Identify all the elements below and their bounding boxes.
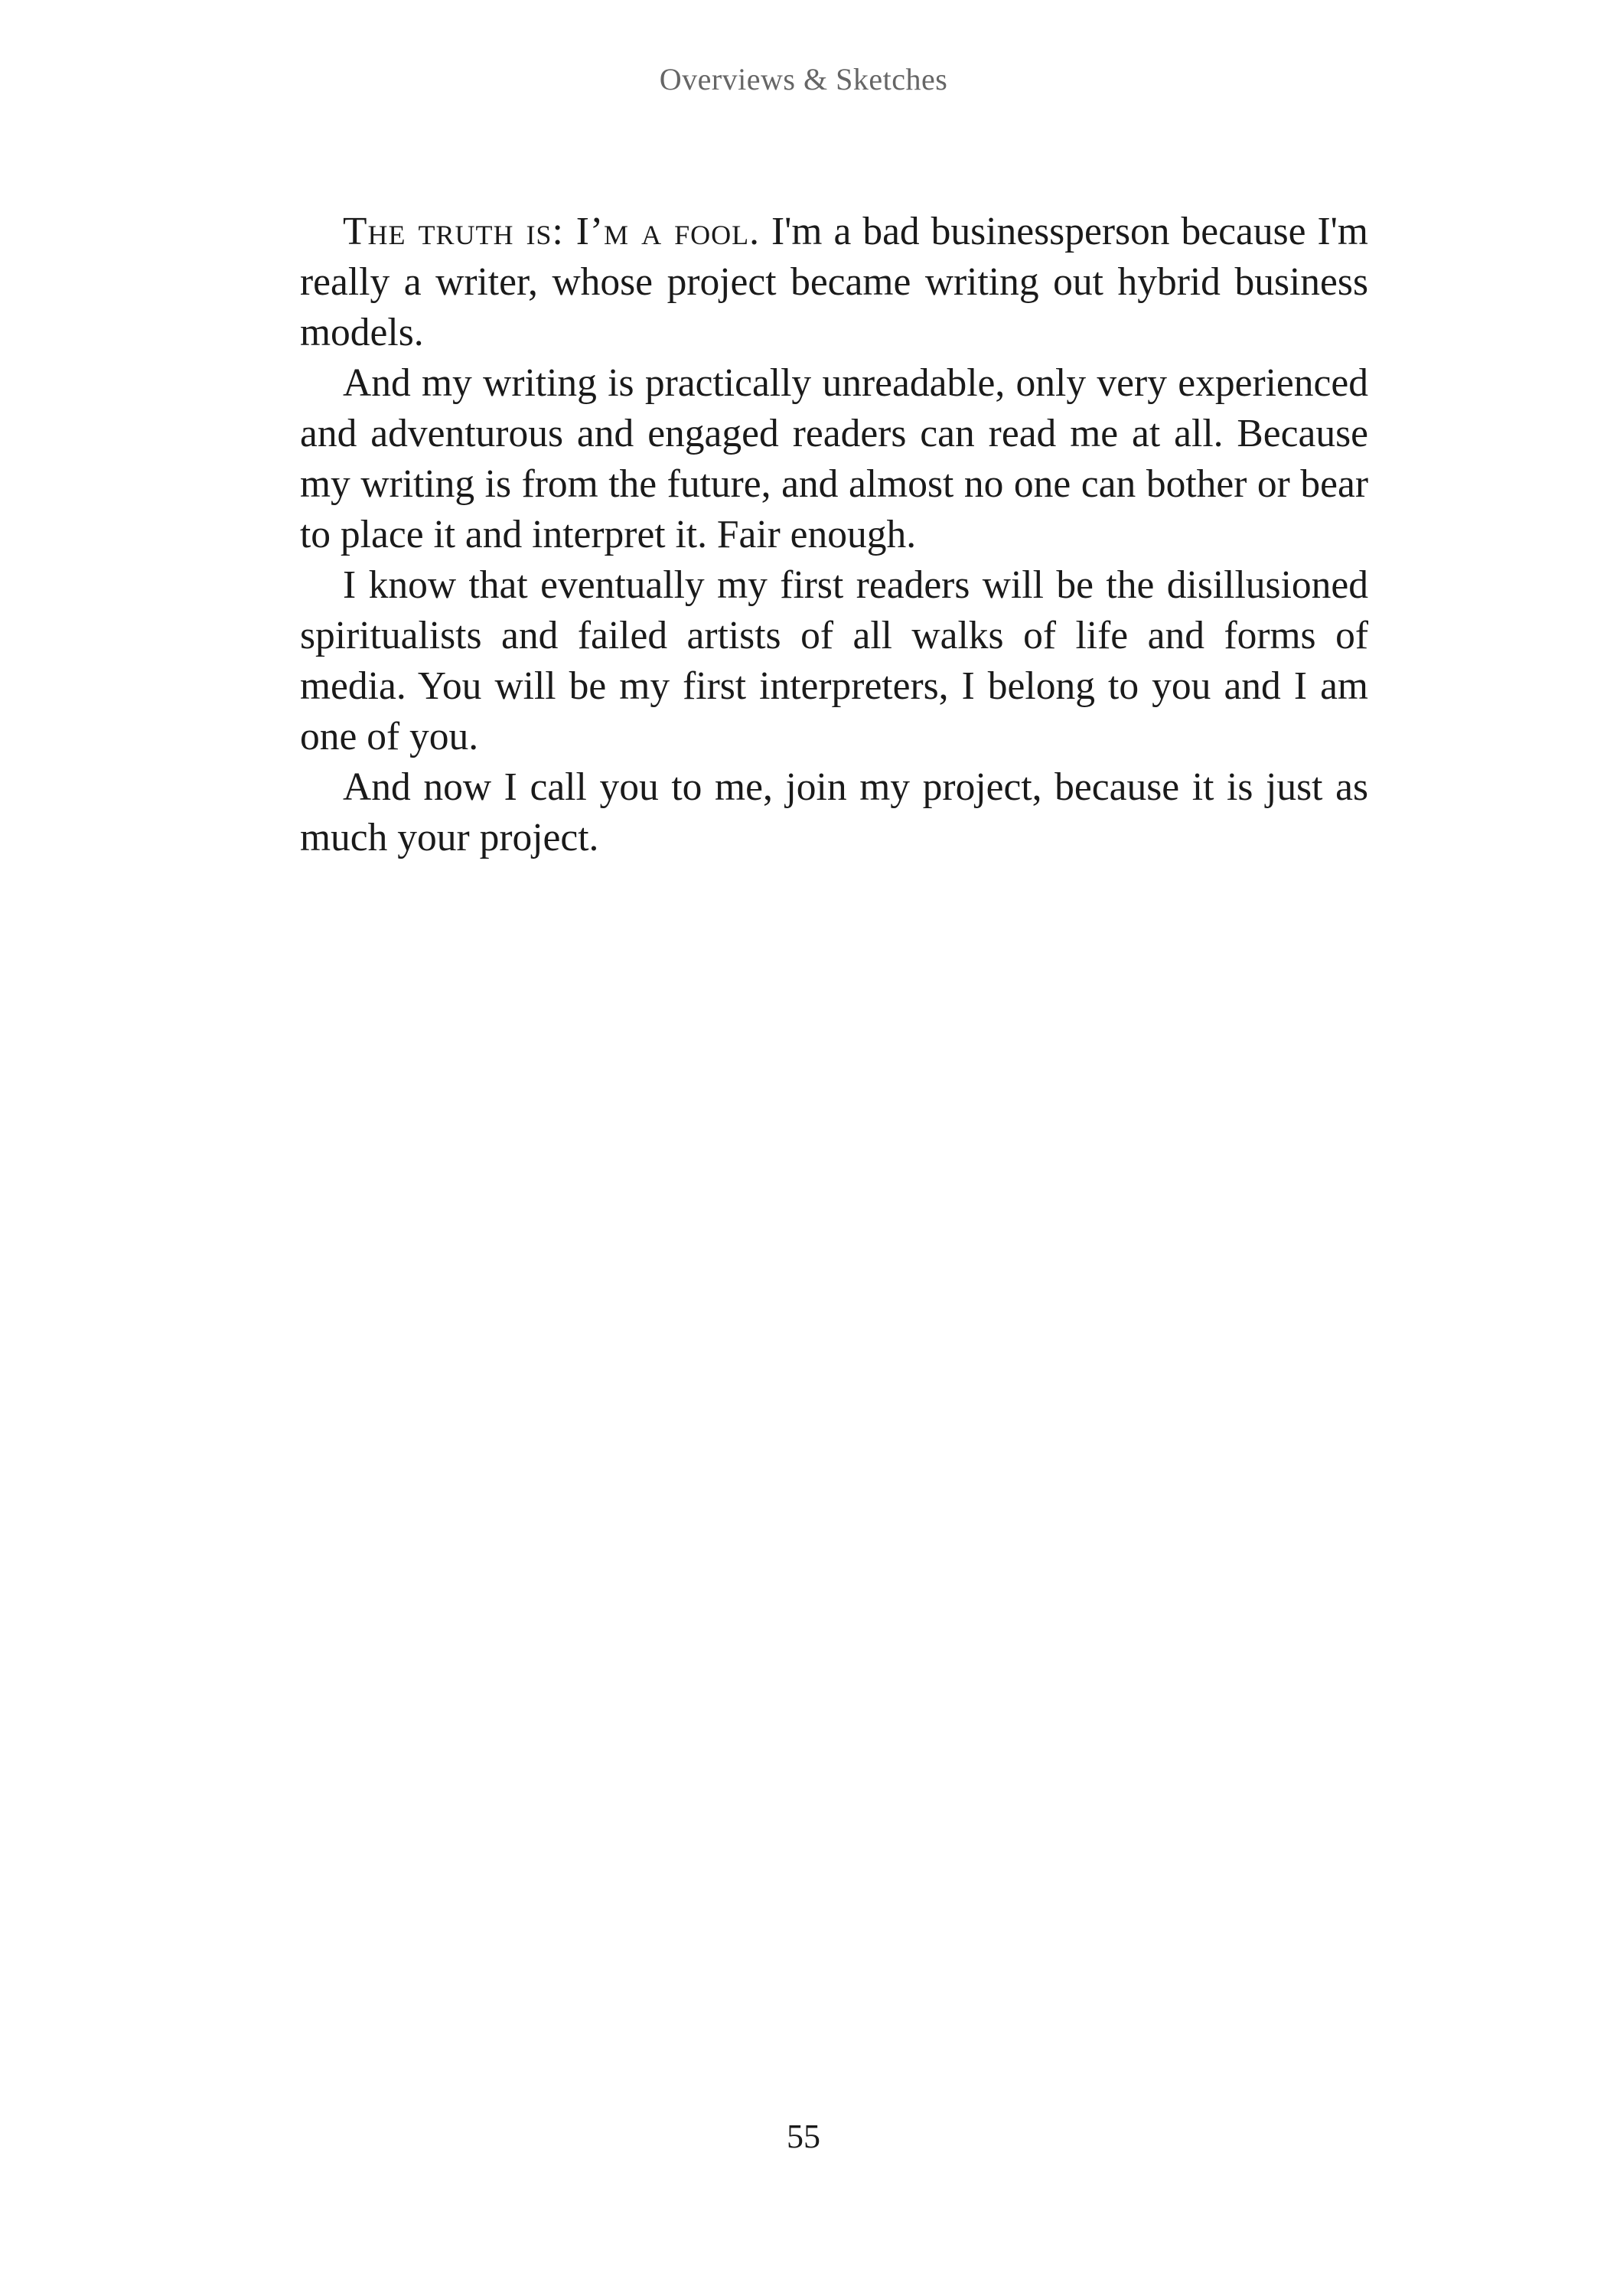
page-number: 55 <box>787 2118 820 2155</box>
paragraph-3 <box>300 560 1368 762</box>
paragraph-text: And now I call you to me, join my project, because it is just as much your project. <box>300 765 1368 859</box>
running-header-title: Overviews & Sketches <box>659 62 948 96</box>
paragraph-text: I'm a bad businessperson because I'm really a writer, whose project became writing out hybrid business models. <box>300 210 1368 354</box>
paragraph-lead-in: The truth is: I’m a fool. <box>343 210 760 253</box>
paragraph-1 <box>300 207 1368 358</box>
paragraph-2 <box>300 358 1368 560</box>
paragraph-4 <box>300 762 1368 863</box>
body-text <box>300 207 1368 863</box>
paragraph-text: I know that eventually my first readers will be the disillusioned spiritualists and failed artists of all walks of life and forms of media. You will be my first interpreters, I belong to you and I am one of you. <box>300 563 1368 758</box>
paragraph-text: And my writing is practically unreadable, only very experienced and adventurous and engaged readers can read me at all. Because my writing is from the future, and almost no one can bother or bear to place it and interpret it. Fair enough. <box>300 361 1368 556</box>
